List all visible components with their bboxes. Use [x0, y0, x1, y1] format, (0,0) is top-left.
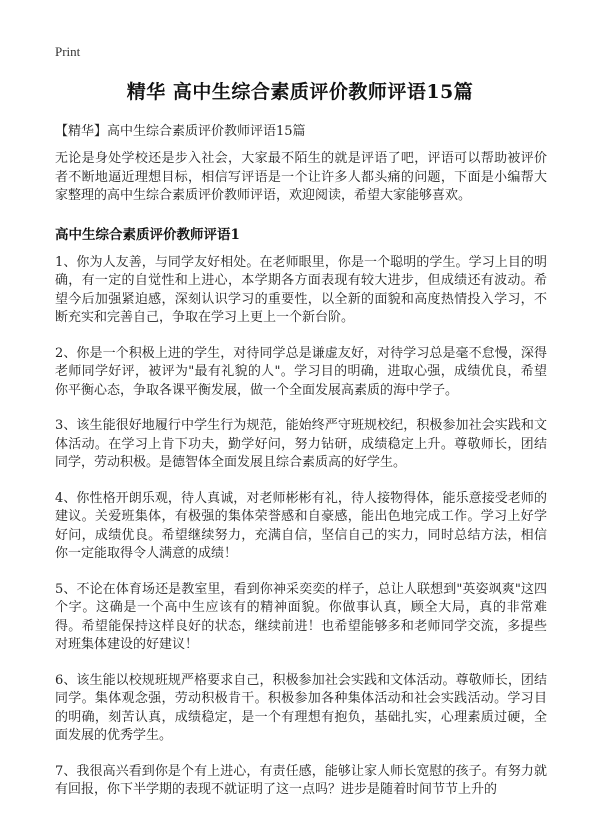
comment-paragraph-6: 6、该生能以校规班规严格要求自己，积极参加社会实践和文体活动。尊敬师长，团结同学。集体观念强，劳动积极肯干。积极参加各种集体活动和社会实践活动。学习目的明确，刻苦认真，成绩稳定，是一个有理想有抱负，基础扎实，心理素质过硬，全面发展的优秀学生。 — [55, 672, 547, 743]
page-title: 精华 高中生综合素质评价教师评语15篇 — [126, 81, 474, 103]
article-subtitle: 【精华】高中生综合素质评价教师评语15篇 — [55, 124, 306, 139]
intro-paragraph: 无论是身处学校还是步入社会，大家最不陌生的就是评语了吧，评语可以帮助被评价者不断地逼近理想目标，相信写评语是一个让许多人都头痛的问题，下面是小编帮大家整理的高中生综合素质评价教师评语，欢迎阅读，希望大家能够喜欢。 — [55, 151, 547, 203]
comment-paragraph-4: 4、你性格开朗乐观，待人真诚，对老师彬彬有礼，待人接物得体，能乐意接受老师的建议。关爱班集体，有极强的集体荣誉感和自豪感，能出色地完成工作。学习上好学好问，成绩优良。希望继续努力，充满自信，坚信自己的实力，同时总结方法，相信你一定能取得令人满意的成绩！ — [55, 490, 547, 561]
comment-paragraph-5: 5、不论在体育场还是教室里，看到你神采奕奕的样子，总让人联想到"英姿飒爽"这四个字。这确是一个高中生应该有的精神面貌。你做事认真，顾全大局，真的非常难得。希望能保持这样良好的状态，继续前进！也希望能够多和老师同学交流，多提些对班集体建设的好建议！ — [55, 581, 547, 652]
comment-paragraph-2: 2、你是一个积极上进的学生，对待同学总是谦虚友好，对待学习总是毫不怠慢，深得老师同学好评，被评为"最有礼貌的人"。学习目的明确，进取心强，成绩优良，希望你平衡心态，争取各课平衡发展，做一个全面发展高素质的海中学子。 — [55, 345, 547, 398]
print-link[interactable]: Print — [55, 44, 81, 59]
comment-paragraph-1: 1、你为人友善，与同学友好相处。在老师眼里，你是一个聪明的学生。学习上目的明确，有一定的自觉性和上进心，本学期各方面表现有较大进步，但成绩还有波动。希望今后加强紧迫感，深刻认识学习的重要性，以全新的面貌和高度热情投入学习，不断充实和完善自己，争取在学习上更上一个新台阶。 — [55, 254, 547, 325]
comment-paragraph-3: 3、该生能很好地履行中学生行为规范，能始终严守班规校纪，积极参加社会实践和文体活动。在学习上肯下功夫，勤学好问，努力钻研，成绩稳定上升。尊敬师长，团结同学，劳动积极。是德智体全面发展且综合素质高的好学生。 — [55, 418, 547, 470]
article-body — [55, 150, 547, 817]
section-heading: 高中生综合素质评价教师评语1 — [55, 226, 240, 243]
comment-paragraph-7: 7、我很高兴看到你是个有上进心，有责任感，能够让家人师长宽慰的孩子。有努力就有回报，你下半学期的表现不就证明了这一点吗？进步是随着时间节节上升的 — [55, 763, 547, 797]
